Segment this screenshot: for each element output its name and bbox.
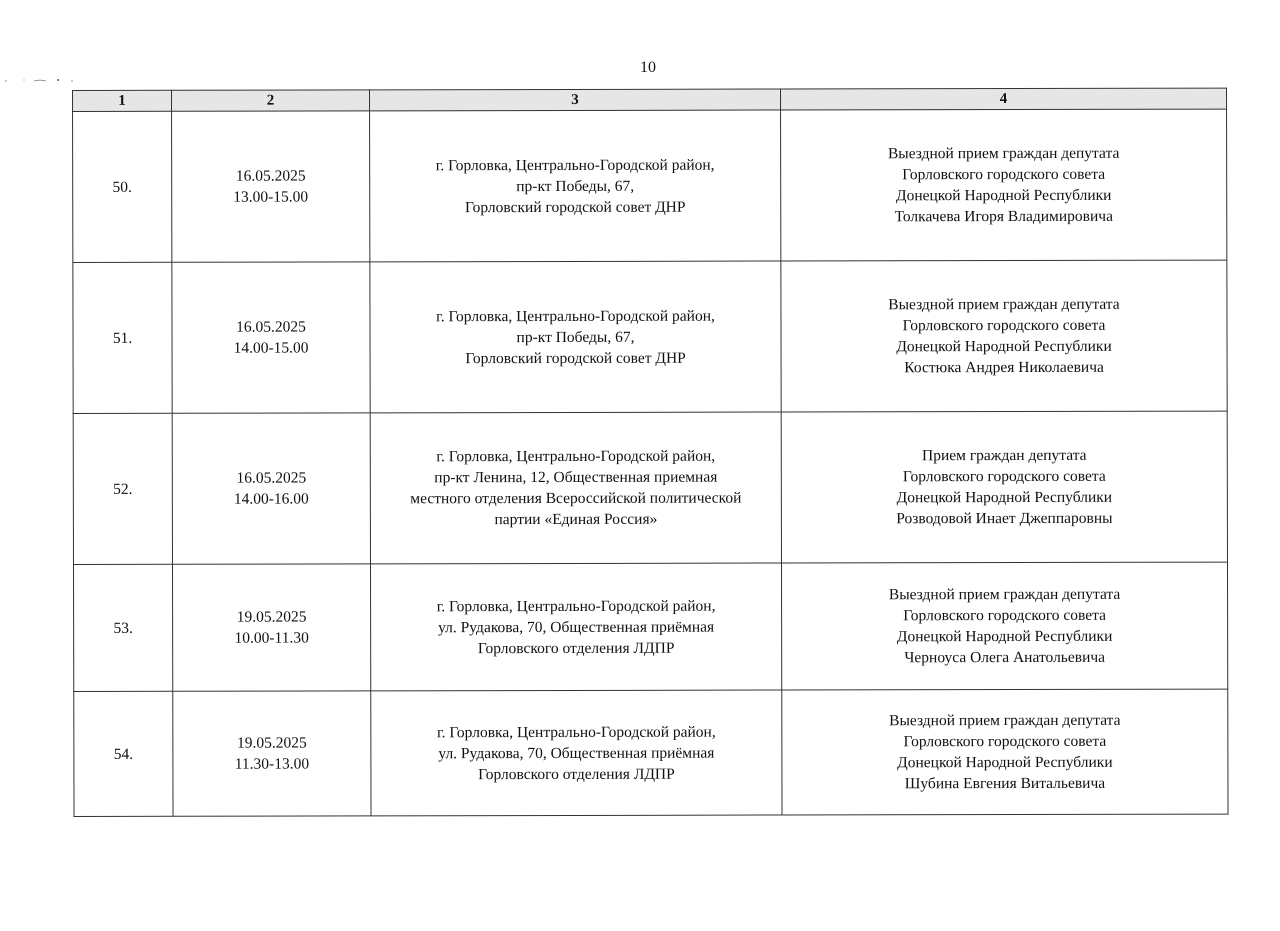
table-row [73, 109, 1227, 262]
address-line: местного отделения Всероссийской политической [410, 489, 742, 508]
event-date: 16.05.2025 [236, 318, 306, 336]
address-line: ул. Рудакова, 70, Общественная приёмная [438, 744, 715, 762]
row-number: 50. [73, 111, 172, 262]
event-time: 11.30-13.00 [234, 755, 310, 773]
event-cell [782, 689, 1228, 815]
event-line: Выездной прием граждан депутата [888, 585, 1121, 604]
event-line: Донецкой Народной Республики [896, 488, 1113, 507]
address-cell [370, 261, 781, 413]
row-number: 53. [73, 564, 172, 691]
event-time: 10.00-11.30 [234, 629, 309, 647]
event-line: Прием граждан депутата [921, 446, 1087, 465]
event-line: Выездной прием граждан депутата [889, 711, 1121, 730]
address-cell [370, 110, 781, 262]
table-row [73, 260, 1227, 413]
address-cell [370, 563, 781, 691]
address-line: ул. Рудакова, 70, Общественная приёмная [438, 618, 715, 636]
header-cell-col4: 4 [780, 88, 1226, 110]
address-line: Горловского отделения ЛДПР [478, 765, 675, 783]
row-number: 52. [73, 413, 172, 564]
address-line: г. Горловка, Центрально-Городской район, [436, 307, 715, 325]
header-cell-col2: 2 [172, 90, 370, 111]
event-line: Горловского городского совета [903, 606, 1107, 625]
address-line: пр-кт Победы, 67, [516, 177, 635, 195]
event-line: Горловского городского совета [902, 316, 1106, 335]
table-row [73, 562, 1227, 691]
address-cell [370, 412, 781, 564]
date-time-cell [172, 262, 370, 413]
event-line: Донецкой Народной Республики [896, 337, 1112, 356]
header-row [73, 88, 1227, 111]
header-cell-col1: 1 [73, 90, 172, 111]
header-cell-col3: 3 [370, 89, 781, 111]
address-cell [371, 690, 782, 816]
address-line: партии «Единая Россия» [494, 510, 658, 529]
address-line: Горловский городской совет ДНР [464, 198, 686, 216]
event-line: Донецкой Народной Республики [895, 186, 1112, 205]
scan-artifact [0, 76, 80, 84]
event-line: Выездной прием граждан депутата [888, 295, 1120, 314]
event-cell [781, 260, 1227, 412]
date-time-cell [172, 111, 370, 262]
address-line: Горловского отделения ЛДПР [477, 639, 675, 657]
row-number: 54. [74, 691, 173, 816]
event-line: Выездной прием граждан депутата [887, 144, 1120, 163]
event-line: Донецкой Народной Республики [896, 627, 1113, 646]
event-line: Розводовой Инает Джеппаровны [896, 509, 1113, 528]
address-line: г. Горловка, Центрально-Городской район, [435, 156, 715, 174]
table-row [74, 689, 1228, 816]
date-time-cell [173, 691, 371, 816]
address-line: г. Горловка, Центрально-Городской район, [436, 723, 716, 741]
event-line: Толкачева Игоря Владимировича [894, 207, 1113, 226]
row-number: 51. [73, 262, 172, 413]
event-date: 16.05.2025 [235, 167, 306, 185]
event-cell [781, 411, 1227, 563]
event-line: Черноуса Олега Анатольевича [904, 648, 1106, 667]
event-line: Горловского городского совета [903, 732, 1107, 751]
event-line: Горловского городского совета [902, 165, 1106, 184]
event-line: Горловского городского совета [902, 467, 1106, 486]
date-time-cell [172, 413, 370, 564]
event-time: 13.00-15.00 [233, 188, 309, 206]
event-line: Шубина Евгения Витальевича [904, 774, 1106, 793]
event-cell [781, 562, 1227, 690]
event-time: 14.00-16.00 [233, 490, 309, 508]
event-line: Костюка Андрея Николаевича [904, 358, 1104, 377]
schedule-table [72, 88, 1229, 817]
address-line: г. Горловка, Центрально-Городской район, [436, 597, 716, 615]
event-date: 16.05.2025 [236, 469, 307, 487]
address-line: г. Горловка, Центрально-Городской район, [436, 447, 716, 466]
event-date: 19.05.2025 [236, 608, 307, 626]
event-cell [781, 109, 1227, 261]
table-row [73, 411, 1227, 564]
page-number: 10 [640, 59, 656, 76]
event-time: 14.00-15.00 [233, 339, 309, 357]
address-line: пр-кт Ленина, 12, Общественная приемная [434, 468, 718, 487]
event-line: Донецкой Народной Республики [897, 753, 1113, 772]
address-line: Горловский городской совет ДНР [465, 349, 686, 367]
date-time-cell [172, 564, 370, 691]
address-line: пр-кт Победы, 67, [516, 328, 635, 346]
event-date: 19.05.2025 [236, 734, 307, 752]
